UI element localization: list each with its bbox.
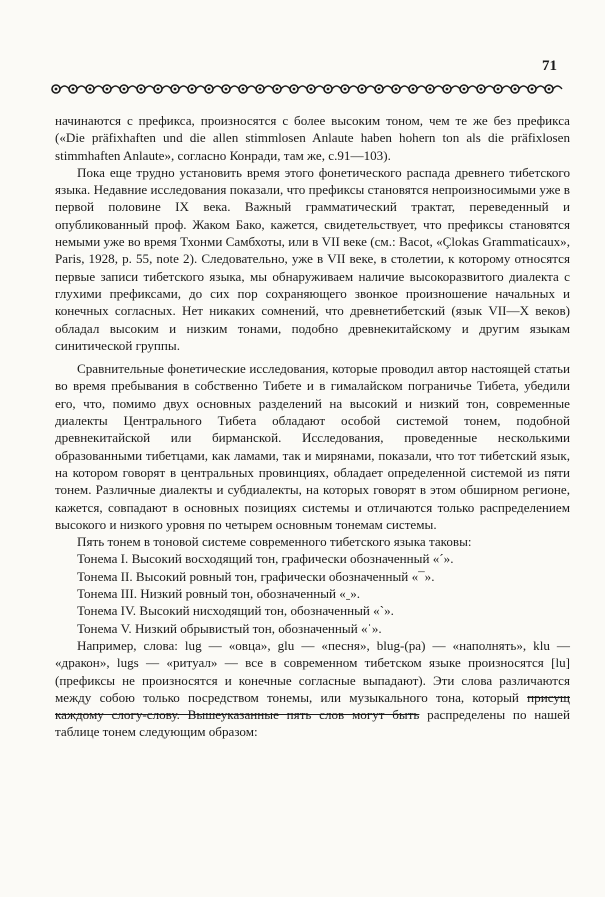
toneme-item: Тонема V. Низкий обрывистый тон, обозначенный «ˈ».: [77, 620, 382, 636]
struck-text: присущ каждому слогу-слову. Вышеуказанные пять слов могут быть: [55, 689, 570, 723]
toneme-item: Тонема I. Высокий восходящий тон, графически обозначенный «ˊ».: [77, 551, 454, 567]
toneme-item: Тонема II. Высокий ровный тон, графически обозначенный «¯».: [77, 568, 435, 584]
paragraph: Сравнительные фонетические исследования, которые проводил автор настоящей статьи во время пребывания в собственно Тибете и в гималайском пограничье Тибета, убедили его, что, помимо двух основных разделений на высокий и низкий тон, современные диалекты Центрального Тибета обладают особой системой тонем, подобной древнекитайской или бирманской. Исследования, проведенные несколькими образованными тибетцами, как ламами, так и мирянами, показали, что тот тибетский язык, на котором говорят в центральных провинциях, обладает определенной системой из пяти тонем. Различные диалекты и субдиалекты, на которых говорят в этом обширном регионе, кажется, совпадают в основных позициях системы и отличаются только распределением высокого и низкого уровня по четырем основным тонемам системы.: [55, 361, 570, 532]
example-text: Например, слова: lug — «овца», glu — «песня», blug-(pa) — «наполнять», klu — «дракон», lugs — «ритуал» — все в современном тибетском языке произносятся [lu] (префиксы не произносятся и конечные согласные выпадают). Эти слова различаются между собою только посредством тонемы, или музыкального тона, который: [55, 637, 570, 705]
paragraph-continuation: начинаются с префикса, произносятся с более высоким тоном, чем те же без префикса («Die präfixhaften und die allen stimmlosen Anlaute haben hohern ton als die präfixlosen stimmhaften Anlaute», согласно Конради, там же, с.91—103).: [55, 113, 570, 163]
toneme-list: [55, 550, 570, 636]
page-number: 71: [542, 58, 557, 74]
toneme-item: Тонема IV. Высокий нисходящий тон, обозначенный «ˋ».: [77, 603, 394, 619]
paragraph: Пять тонем в тоновой системе современного тибетского языка таковы:: [77, 534, 472, 550]
paragraph: Пока еще трудно установить время этого фонетического распада древнего тибетского языка. Недавние исследования показали, что префиксы становятся непроизносимыми уже в первой половине IX века. Важный грамматический трактат, переведенный и опубликованный проф. Жаком Бако, кажется, свидетельствует, что префиксы становятся немыми уже во время Тхонми Самбхоты, или в VII веке (см.: Bacot, «Çlokas Grammaticaux», Paris, 1928, p. 55, note 2). Следовательно, уже в VII веке, в столетии, к которому относятся первые записи тибетского языка, мы обнаруживаем наличие высокоразвитого диалекта с глухими префиксами, до сих пор сохраняющего звонкое произношение начальных и конечных согласных. Нет никаких сомнений, что древнетибетский (язык VII—X веков) обладал высоким и низким тонами, подобно древнекитайскому и другим языкам синитической группы.: [55, 164, 570, 353]
example-tail: распределены по нашей таблице тонем следующим образом:: [55, 707, 570, 740]
ornamental-rule: [50, 82, 570, 96]
paragraph-example: [55, 637, 570, 741]
page-body: [55, 112, 570, 741]
toneme-item: Тонема III. Низкий ровный тон, обозначенный «ˍ».: [77, 586, 361, 602]
